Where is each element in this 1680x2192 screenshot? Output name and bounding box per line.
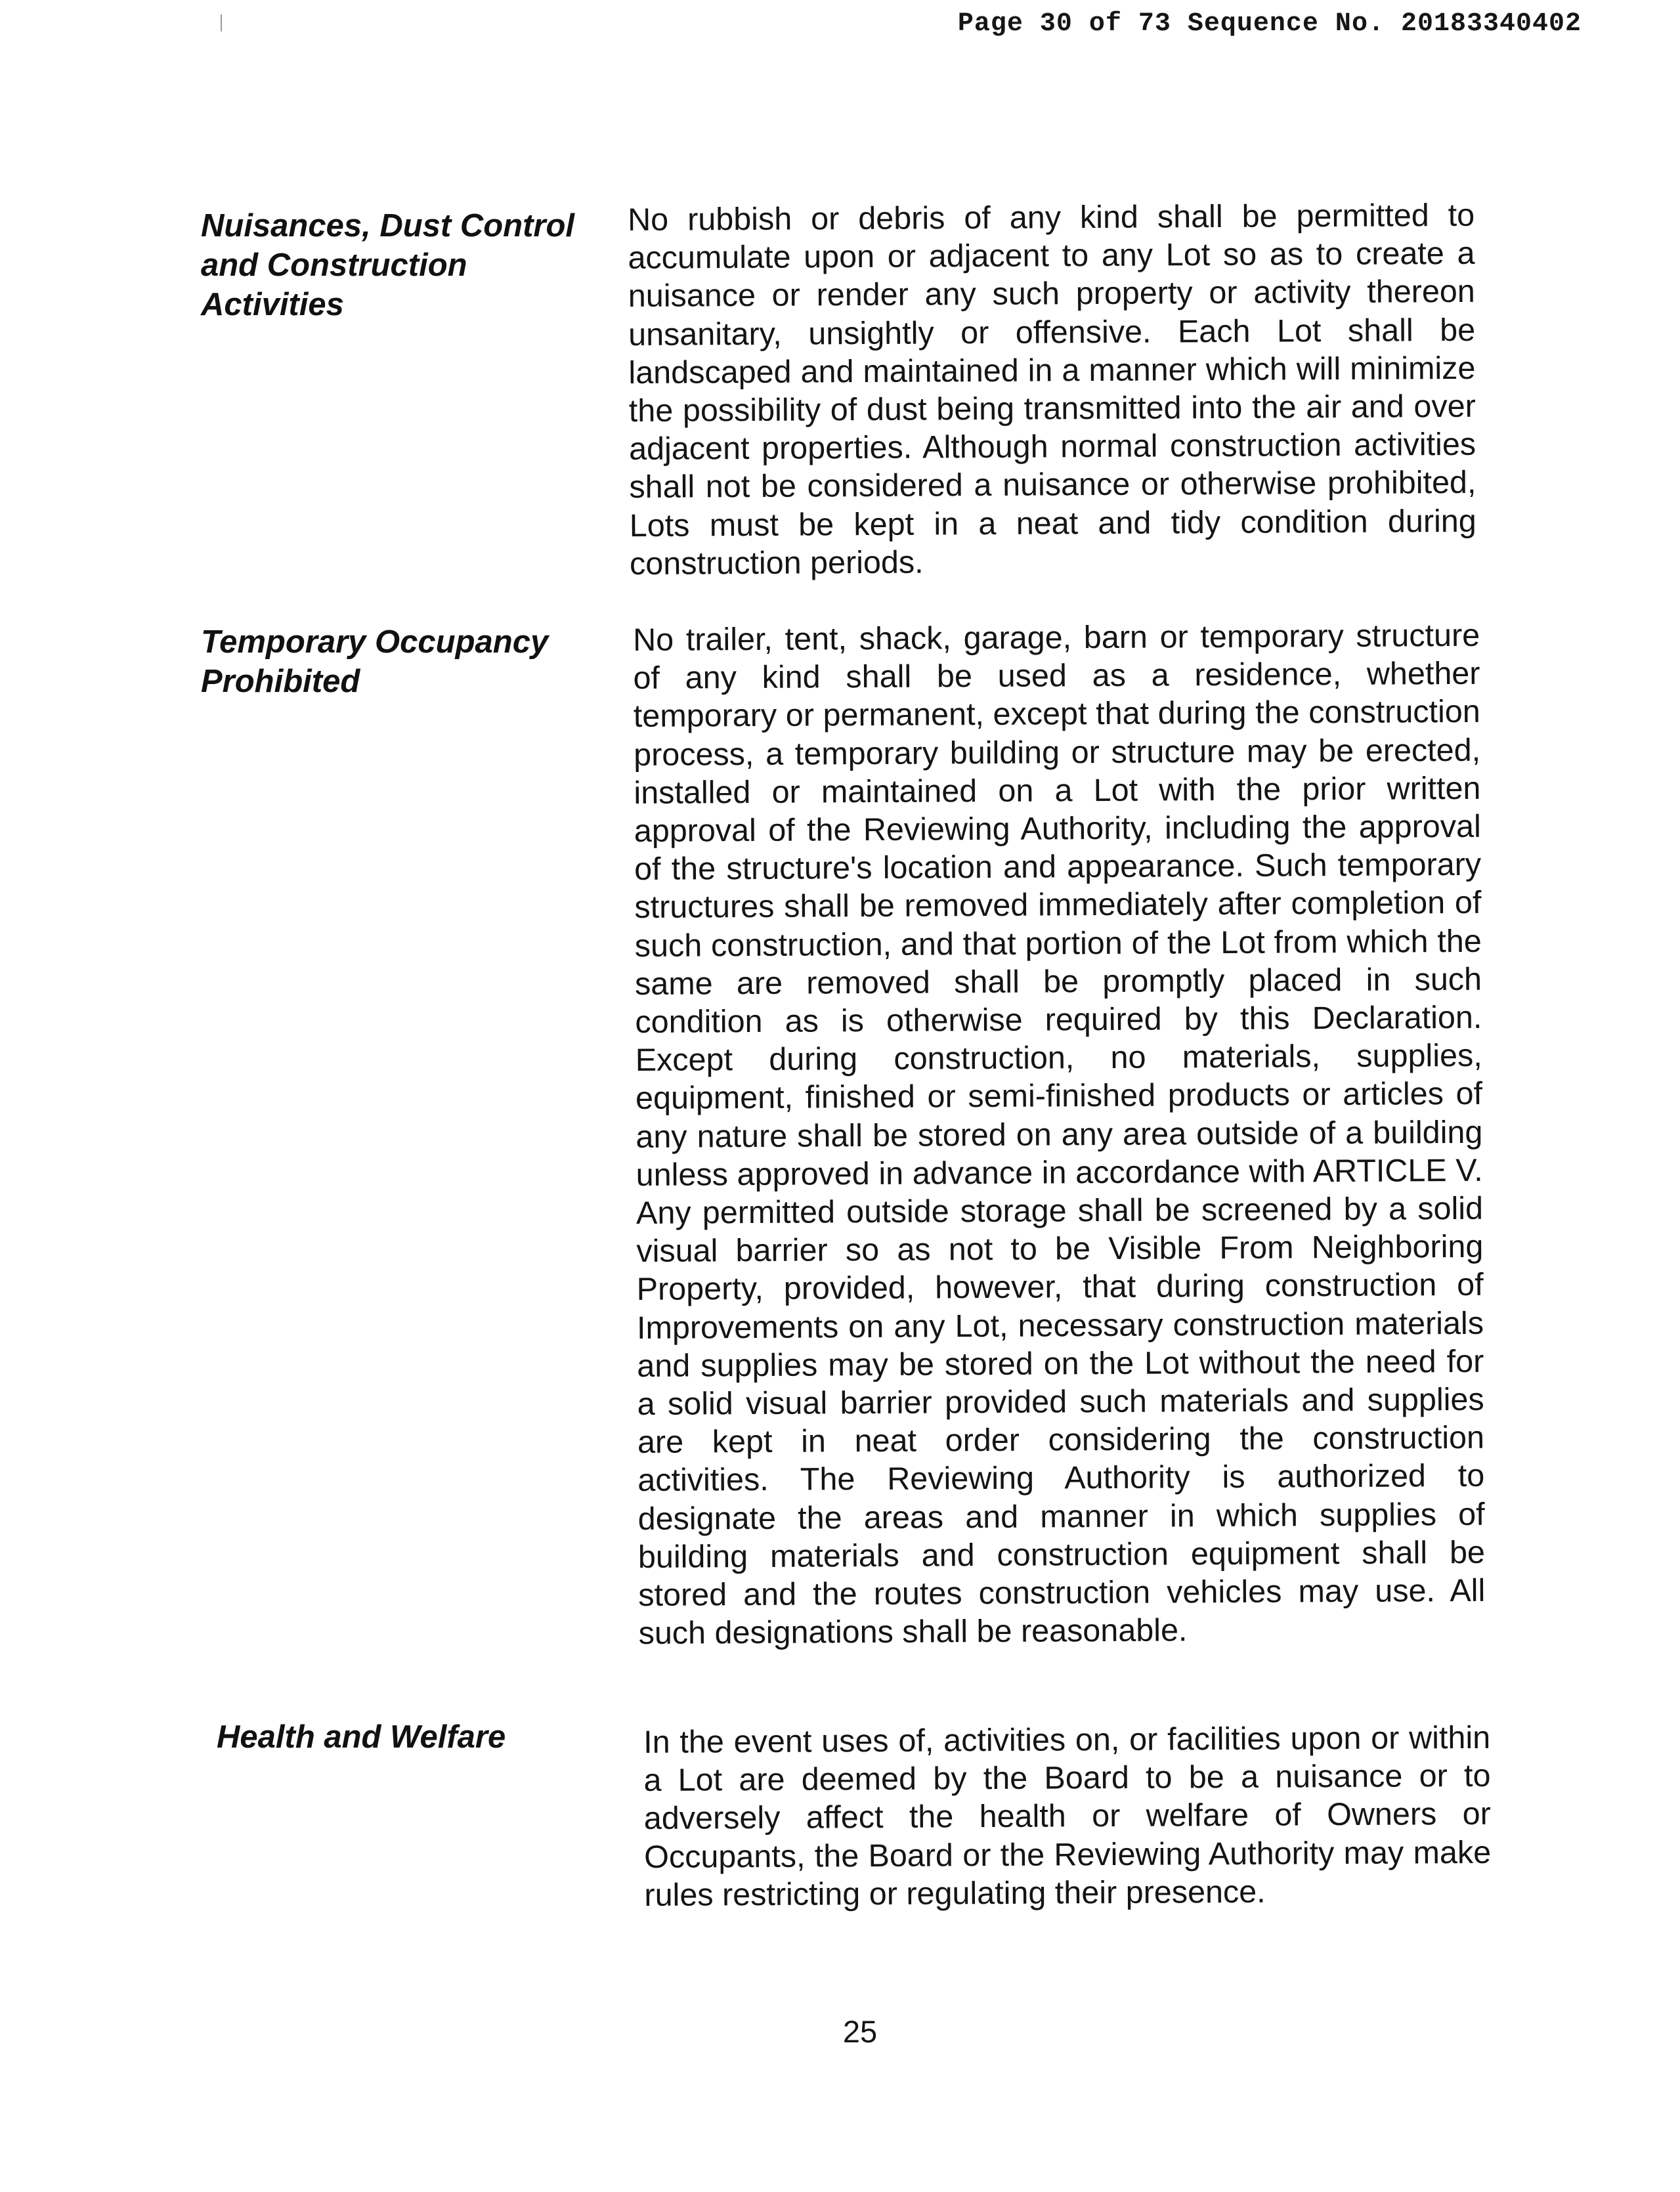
section-body-text: No trailer, tent, shack, garage, barn or temporary structure of any kind shall be used as a residence, whether temporary or permanent, except that during the construction process, a temporary building or structure may be erected, installed or maintained on a Lot with the prior written approval of the Reviewing Authority, including the approval of the structure's location and appearance. Such temporary structures shall be removed immediately after completion of such construction, and that portion of the Lot from which the same are removed shall be promptly placed in such condition as is otherwise required by this Declaration. Except during construction, no materials, supplies, equipment, finished or semi-finished products or articles of any nature shall be stored on any area outside of a building unless approved in advance in accordance with ARTICLE V. Any permitted outside storage shall be screened by a solid visual barrier so as not to be Visible From Neighboring Property, provided, however, that during construction of Improvements on any Lot, necessary construction materials and supplies may be stored on the Lot without the need for a solid visual barrier provided such materials and supplies are kept in neat order considering the construction activities. The Reviewing Authority is authorized to designate the areas and manner in which supplies of building materials and construction equipment shall be stored and the routes construction vehicles may use. All such designations shall be reasonable.: [633, 617, 1486, 1652]
heading-line: and Construction: [201, 247, 467, 283]
page-number: 25: [842, 2014, 878, 2049]
scan-artifact-mark: [221, 14, 222, 32]
heading-line: Temporary Occupancy: [201, 624, 549, 660]
heading-line: Activities: [201, 287, 344, 322]
section-heading: [201, 206, 608, 324]
page-header-sequence: Page 30 of 73 Sequence No. 20183340402: [957, 9, 1582, 39]
heading-line: Prohibited: [201, 664, 360, 699]
section-body-text: In the event uses of, activities on, or facilities upon or within a Lot are deemed by the Board to be a nuisance or to adversely affect the health or welfare of Owners or Occupants, the Board or the Reviewing Authority may make rules restricting or regulating their presence.: [643, 1719, 1492, 1913]
section-body-text: No rubbish or debris of any kind shall be permitted to accumulate upon or adjacent to any Lot so as to create a nuisance or render any such property or activity thereon unsanitary, unsightly or offensive. Each Lot shall be landscaped and maintained in a manner which will minimize the possibility of dust being transmitted into the air and over adjacent properties. Although normal construction activities shall not be considered a nuisance or otherwise prohibited, Lots must be kept in a neat and tidy condition during construction periods.: [628, 197, 1476, 582]
heading-line: Nuisances, Dust Control: [201, 208, 575, 244]
heading-line: Health and Welfare: [217, 1719, 506, 1755]
section-heading: [217, 1717, 624, 1757]
section-heading: [201, 622, 608, 701]
